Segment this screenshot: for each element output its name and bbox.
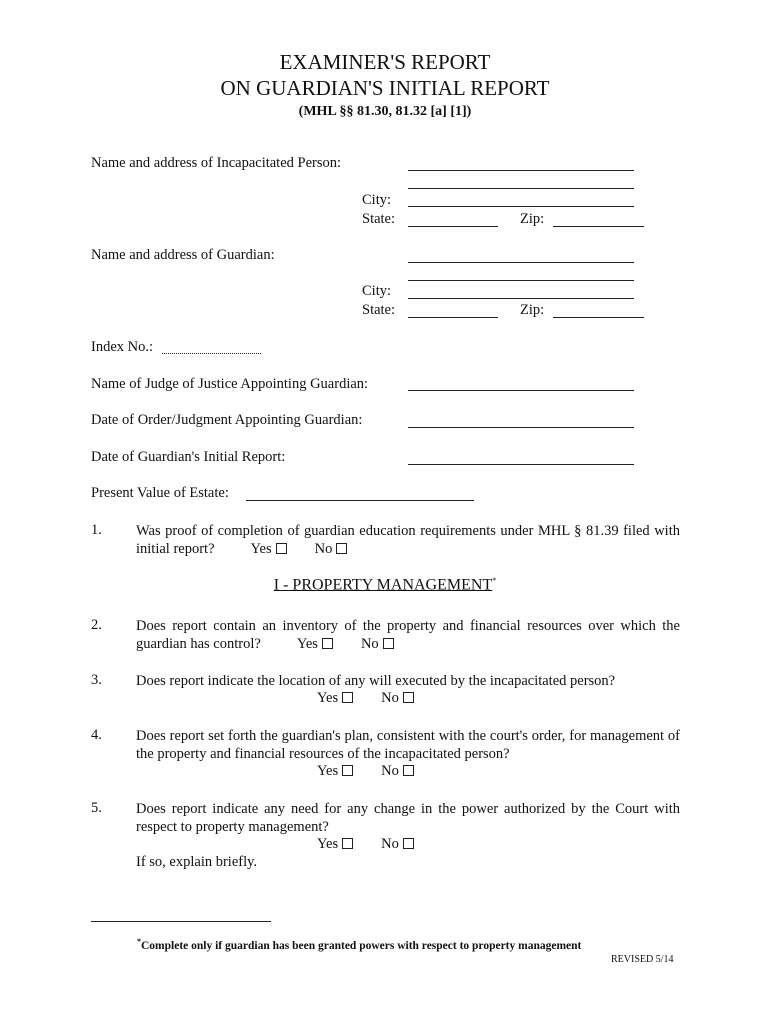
footnote-marker: * [137, 937, 141, 946]
section-heading [0, 576, 770, 594]
question-number: 1. [91, 522, 102, 538]
question-3-text: Does report indicate the location of any will executed by the incapacitated person? [136, 673, 616, 689]
question-2-choices [297, 636, 394, 652]
yes-label: Yes [317, 836, 339, 852]
question-number: 5. [91, 800, 102, 816]
question-2-text: Does report contain an inventory of the property and financial resources over which the guardian has control? Yes No [136, 618, 680, 652]
incapacitated-person-label: Name and address of Incapacitated Person: [91, 155, 342, 171]
yes-checkbox[interactable] [276, 543, 287, 554]
report-date-label: Date of Guardian's Initial Report: [91, 449, 286, 465]
guardian-city-line[interactable] [408, 298, 634, 299]
no-label: No [381, 836, 399, 852]
ip-address-line[interactable] [408, 188, 634, 189]
question-5-text: Does report indicate any need for any change in the power authorized by the Court with respect to property management? [136, 801, 680, 835]
form-title-line2: ON GUARDIAN'S INITIAL REPORT [220, 76, 550, 100]
yes-label: Yes [317, 763, 339, 779]
question-3-choices [317, 690, 414, 707]
question-number: 2. [91, 617, 102, 633]
ip-state-line[interactable] [408, 226, 498, 227]
no-checkbox[interactable] [403, 765, 414, 776]
no-label: No [314, 541, 333, 557]
no-label: No [381, 763, 399, 779]
judge-label: Name of Judge of Justice Appointing Guardian: [91, 376, 369, 392]
question-5-choices [317, 836, 414, 853]
index-no-line[interactable] [162, 353, 261, 354]
ip-zip-label: Zip: [520, 211, 545, 227]
estate-value-line[interactable] [246, 500, 474, 501]
footnote-text: Complete only if guardian has been granted powers with respect to property management [141, 939, 582, 952]
yes-label: Yes [296, 636, 318, 652]
revision-label: REVISED 5/14 [611, 954, 674, 965]
guardian-name-line[interactable] [408, 262, 634, 263]
guardian-state-line[interactable] [408, 317, 498, 318]
yes-label: Yes [317, 690, 339, 706]
question-4-text: Does report set forth the guardian's plan, consistent with the court's order, for management of the property and financial resources of the incapacitated person? [136, 728, 680, 762]
statute-citation: (MHL §§ 81.30, 81.32 [a] [1]) [298, 104, 472, 119]
no-checkbox[interactable] [403, 838, 414, 849]
no-checkbox[interactable] [336, 543, 347, 554]
order-date-line[interactable] [408, 427, 634, 428]
report-date-line[interactable] [408, 464, 634, 465]
ip-city-line[interactable] [408, 206, 634, 207]
guardian-label: Name and address of Guardian: [91, 247, 275, 263]
ip-zip-line[interactable] [553, 226, 644, 227]
judge-line[interactable] [408, 390, 634, 391]
no-label: No [381, 690, 399, 706]
ip-city-label: City: [362, 192, 392, 208]
yes-label: Yes [250, 541, 272, 557]
ip-state-label: State: [362, 211, 396, 227]
question-4-choices [317, 763, 414, 780]
form-title-line1: EXAMINER'S REPORT [279, 50, 491, 74]
estate-value-label: Present Value of Estate: [91, 485, 229, 501]
question-number: 4. [91, 727, 102, 743]
section-footnote-marker: * [492, 576, 497, 585]
question-5-followup: If so, explain briefly. [136, 854, 258, 870]
index-no-label: Index No.: [91, 339, 154, 355]
order-date-label: Date of Order/Judgment Appointing Guardian: [91, 412, 363, 428]
footnote-divider [91, 921, 271, 922]
guardian-zip-label: Zip: [520, 302, 545, 318]
ip-name-line[interactable] [408, 170, 634, 171]
guardian-state-label: State: [362, 302, 396, 318]
yes-checkbox[interactable] [322, 638, 333, 649]
no-checkbox[interactable] [383, 638, 394, 649]
yes-checkbox[interactable] [342, 765, 353, 776]
guardian-zip-line[interactable] [553, 317, 644, 318]
no-label: No [360, 636, 379, 652]
section-title: I - PROPERTY MANAGEMENT [273, 576, 493, 594]
question-number: 3. [91, 672, 102, 688]
yes-checkbox[interactable] [342, 838, 353, 849]
guardian-city-label: City: [362, 283, 392, 299]
no-checkbox[interactable] [403, 692, 414, 703]
question-1-choices [251, 541, 348, 557]
footnote [137, 937, 581, 952]
guardian-address-line[interactable] [408, 280, 634, 281]
question-1-text: Was proof of completion of guardian education requirements under MHL § 81.39 filed with initial report? Yes No [136, 523, 680, 557]
yes-checkbox[interactable] [342, 692, 353, 703]
